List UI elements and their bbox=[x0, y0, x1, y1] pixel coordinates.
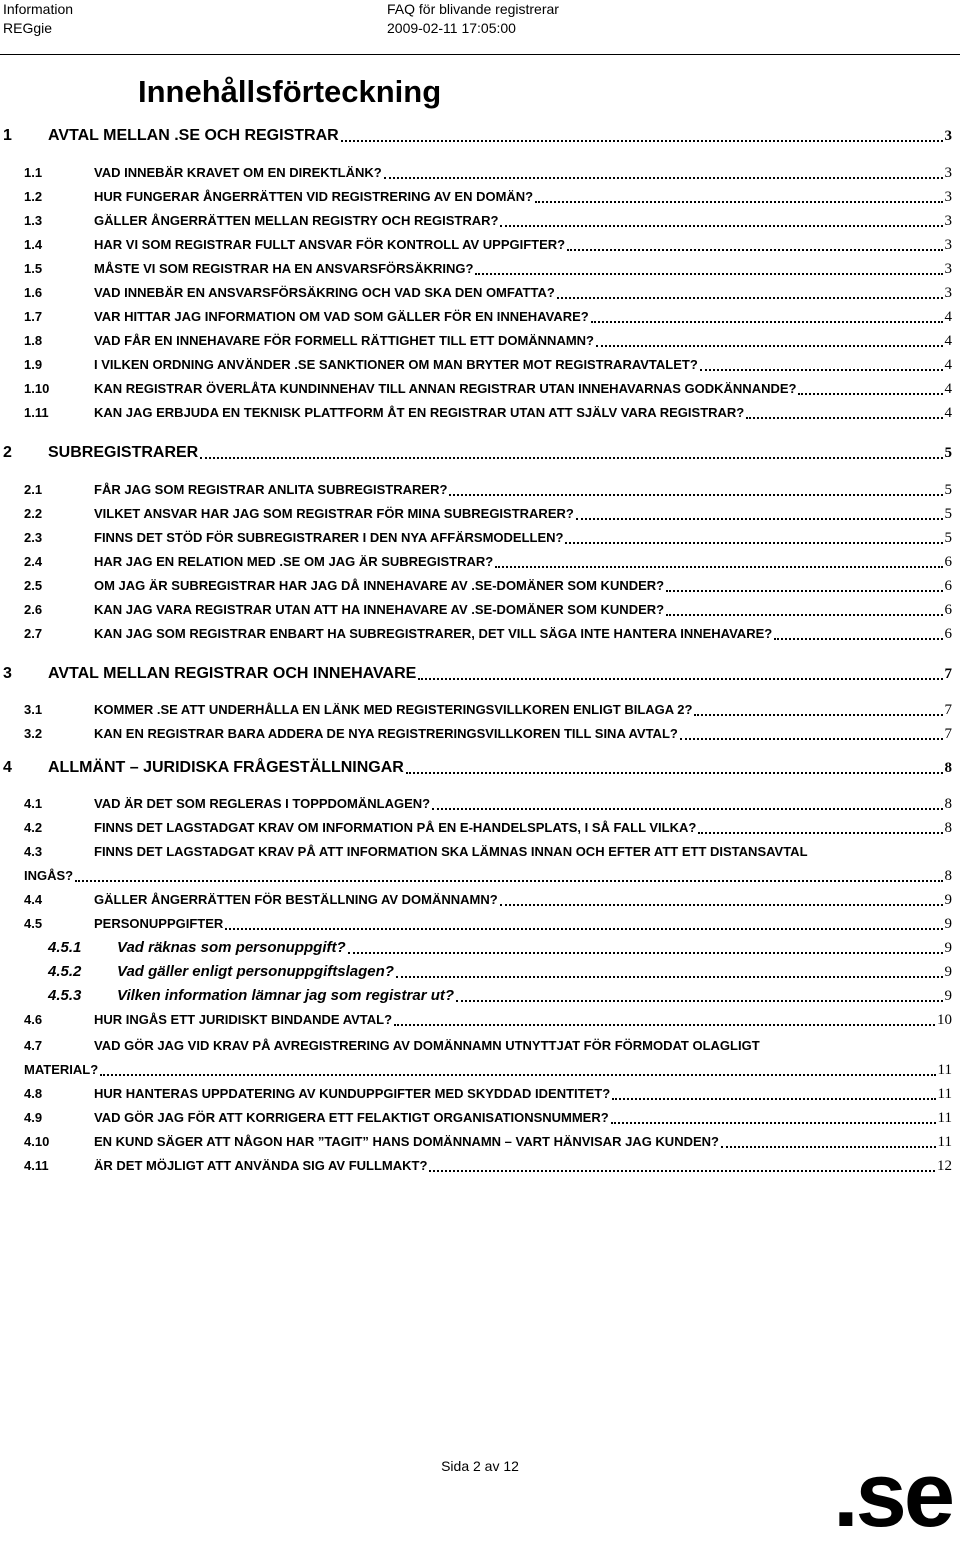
toc-entry-number: 1.2 bbox=[24, 189, 43, 204]
toc-entry-title: KOMMER .SE ATT UNDERHÅLLA EN LÄNK MED REGISTERINGSVILLKOREN ENLIGT BILAGA 2? bbox=[94, 702, 693, 717]
toc-leader-dots bbox=[432, 788, 942, 810]
toc-entry[interactable] bbox=[0, 757, 952, 779]
toc-entry-number: 1.4 bbox=[24, 237, 43, 252]
toc-leader-dots bbox=[565, 522, 942, 544]
toc-entry-number: 1 bbox=[3, 127, 12, 144]
toc-entry-page: 6 bbox=[944, 602, 952, 618]
toc-entry-page: 3 bbox=[944, 165, 952, 181]
header-timestamp: 2009-02-11 17:05:00 bbox=[387, 20, 516, 36]
toc-entry-title: VILKET ANSVAR HAR JAG SOM REGISTRAR FÖR MINA SUBREGISTRARER? bbox=[94, 506, 574, 521]
toc-entry-title: MÅSTE VI SOM REGISTRAR HA EN ANSVARSFÖRSÄKRING? bbox=[94, 261, 474, 276]
toc-entry-number: 4.6 bbox=[24, 1012, 43, 1027]
toc-leader-dots bbox=[798, 373, 942, 395]
toc-entry-number: 1.10 bbox=[24, 381, 50, 396]
toc-leader-dots bbox=[774, 618, 942, 640]
toc-entry-number: 2.5 bbox=[24, 578, 43, 593]
toc-leader-dots bbox=[475, 253, 942, 275]
toc-entry-number: 1.6 bbox=[24, 285, 43, 300]
toc-entry-title: KAN EN REGISTRAR BARA ADDERA DE NYA REGISTRERINGSVILLKOREN TILL SINA AVTAL? bbox=[94, 726, 678, 741]
toc-entry-page: 8 bbox=[944, 760, 952, 776]
toc-entry-number: 3.2 bbox=[24, 726, 43, 741]
toc-leader-dots bbox=[612, 1078, 935, 1100]
toc-leader-dots bbox=[535, 181, 942, 203]
toc-entry-title: FINNS DET STÖD FÖR SUBREGISTRARER I DEN NYA AFFÄRSMODELLEN? bbox=[94, 530, 564, 545]
toc-entry-title: SUBREGISTRARER bbox=[48, 444, 199, 461]
toc-leader-dots bbox=[698, 812, 942, 834]
toc-entry-title: HAR VI SOM REGISTRAR FULLT ANSVAR FÖR KONTROLL AV UPPGIFTER? bbox=[94, 237, 566, 252]
toc-entry-page: 10 bbox=[937, 1012, 952, 1028]
toc-entry[interactable] bbox=[0, 1155, 952, 1177]
toc-entry-title: EN KUND SÄGER ATT NÅGON HAR ”TAGIT” HANS DOMÄNNAMN – VART HÄNVISAR JAG KUNDEN? bbox=[94, 1134, 719, 1149]
toc-entry-title: KAN JAG ERBJUDA EN TEKNISK PLATTFORM ÅT EN REGISTRAR UTAN ATT SJÄLV VARA REGISTRAR? bbox=[94, 405, 745, 420]
toc-entry-page: 3 bbox=[944, 285, 952, 301]
toc-entry-page: 9 bbox=[944, 916, 952, 932]
toc-entry-title: VAD FÅR EN INNEHAVARE FÖR FORMELL RÄTTIGHET TILL ETT DOMÄNNAMN? bbox=[94, 333, 594, 348]
toc-entry-title: ALLMÄNT – JURIDISKA FRÅGESTÄLLNINGAR bbox=[48, 759, 404, 776]
toc-entry-number: 4.10 bbox=[24, 1134, 50, 1149]
toc-entry-number: 2.3 bbox=[24, 530, 43, 545]
toc-leader-dots bbox=[406, 752, 943, 774]
toc-entry[interactable] bbox=[0, 125, 952, 147]
toc-entry-number: 2 bbox=[3, 444, 12, 461]
toc-entry-page: 3 bbox=[944, 213, 952, 229]
page-header bbox=[0, 0, 960, 55]
toc-entry[interactable] bbox=[0, 723, 952, 745]
toc-entry-page: 11 bbox=[937, 1110, 952, 1126]
toc-leader-dots bbox=[418, 658, 942, 680]
toc-entry-page: 11 bbox=[937, 1062, 952, 1078]
toc-entry-number: 4.5 bbox=[24, 916, 43, 931]
toc-entry[interactable] bbox=[0, 402, 952, 424]
toc-leader-dots bbox=[456, 980, 942, 1002]
header-author: REGgie bbox=[3, 20, 53, 36]
toc-entry-title: OM JAG ÄR SUBREGISTRAR HAR JAG DÅ INNEHAVARE AV .SE-DOMÄNER SOM KUNDER? bbox=[94, 578, 665, 593]
toc-entry-title: HUR FUNGERAR ÅNGERRÄTTEN VID REGISTRERING AV EN DOMÄN? bbox=[94, 189, 534, 204]
toc-entry-number: 2.2 bbox=[24, 506, 43, 521]
toc-leader-dots bbox=[200, 437, 942, 459]
toc-entry[interactable] bbox=[0, 663, 952, 685]
toc-leader-dots bbox=[700, 349, 943, 371]
toc-entry-number: 2.4 bbox=[24, 554, 43, 569]
toc-entry-page: 6 bbox=[944, 626, 952, 642]
toc-entry-title: FINNS DET LAGSTADGAT KRAV OM INFORMATION PÅ EN E-HANDELSPLATS, I SÅ FALL VILKA? bbox=[94, 820, 697, 835]
toc-entry-page: 4 bbox=[944, 357, 952, 373]
toc-leader-dots bbox=[557, 277, 943, 299]
toc-entry-number: 1.11 bbox=[24, 405, 49, 420]
toc-leader-dots bbox=[666, 594, 942, 616]
toc-entry-title: VAD GÖR JAG FÖR ATT KORRIGERA ETT FELAKTIGT ORGANISATIONSNUMMER? bbox=[94, 1110, 609, 1125]
toc-entry-number: 3 bbox=[3, 665, 12, 682]
toc-entry-page: 9 bbox=[944, 892, 952, 908]
toc-entry-page: 12 bbox=[937, 1158, 952, 1174]
toc-entry-title-continued: MATERIAL? bbox=[24, 1062, 99, 1077]
toc-entry-page: 5 bbox=[944, 530, 952, 546]
toc-leader-dots bbox=[611, 1102, 936, 1124]
toc-leader-dots bbox=[384, 157, 943, 179]
toc-entry-title: PERSONUPPGIFTER bbox=[94, 916, 224, 931]
toc-entry-page: 8 bbox=[944, 820, 952, 836]
toc-entry-page: 5 bbox=[944, 506, 952, 522]
toc-entry-title: KAN JAG SOM REGISTRAR ENBART HA SUBREGISTRARER, DET VILL SÄGA INTE HANTERA INNEHAVARE? bbox=[94, 626, 773, 641]
toc-leader-dots bbox=[666, 570, 942, 592]
toc-entry-number: 3.1 bbox=[24, 702, 43, 717]
toc-entry-page: 9 bbox=[944, 988, 952, 1004]
toc-entry-number: 1.9 bbox=[24, 357, 43, 372]
toc-leader-dots bbox=[495, 546, 942, 568]
toc-entry-number: 2.1 bbox=[24, 482, 43, 497]
toc-leader-dots bbox=[449, 474, 942, 496]
toc-leader-dots bbox=[576, 498, 943, 520]
toc-leader-dots bbox=[500, 205, 942, 227]
toc-entry-number: 4.5.2 bbox=[48, 963, 82, 980]
toc-leader-dots bbox=[429, 1150, 935, 1172]
toc-entry-page: 4 bbox=[944, 381, 952, 397]
toc-leader-dots bbox=[721, 1126, 936, 1148]
toc-entry-title: HUR INGÅS ETT JURIDISKT BINDANDE AVTAL? bbox=[94, 1012, 393, 1027]
toc-entry-title: GÄLLER ÅNGERRÄTTEN FÖR BESTÄLLNING AV DOMÄNNAMN? bbox=[94, 892, 498, 907]
toc-entry-number: 4.3 bbox=[24, 844, 43, 859]
toc-entry-page: 7 bbox=[944, 666, 952, 682]
toc-entry-page: 3 bbox=[944, 189, 952, 205]
toc-entry-page: 3 bbox=[944, 261, 952, 277]
toc-entry-page: 8 bbox=[944, 868, 952, 884]
toc-entry-number: 1.3 bbox=[24, 213, 43, 228]
toc-entry-page: 7 bbox=[944, 702, 952, 718]
toc-entry-number: 2.6 bbox=[24, 602, 43, 617]
toc-entry[interactable] bbox=[0, 817, 952, 839]
toc-entry-title: Vad gäller enligt personuppgiftslagen? bbox=[117, 963, 394, 980]
toc-entry-number: 4.7 bbox=[24, 1038, 43, 1053]
toc-entry-title: GÄLLER ÅNGERRÄTTEN MELLAN REGISTRY OCH REGISTRAR? bbox=[94, 213, 499, 228]
toc-entry-title: Vad räknas som personuppgift? bbox=[117, 939, 346, 956]
toc-leader-dots bbox=[567, 229, 942, 251]
toc-entry-page: 9 bbox=[944, 964, 952, 980]
toc-entry-title: AVTAL MELLAN REGISTRAR OCH INNEHAVARE bbox=[48, 665, 417, 682]
page-number: Sida 2 av 12 bbox=[441, 1458, 519, 1474]
toc-entry-title: VAD ÄR DET SOM REGLERAS I TOPPDOMÄNLAGEN? bbox=[94, 796, 431, 811]
toc-entry-title: KAN JAG VARA REGISTRAR UTAN ATT HA INNEHAVARE AV .SE-DOMÄNER SOM KUNDER? bbox=[94, 602, 665, 617]
toc-entry-number: 1.1 bbox=[24, 165, 43, 180]
toc-leader-dots bbox=[396, 956, 943, 978]
toc-leader-dots bbox=[746, 397, 942, 419]
toc-entry-number: 1.5 bbox=[24, 261, 43, 276]
toc-leader-dots bbox=[348, 932, 943, 954]
toc-entry[interactable] bbox=[0, 442, 952, 464]
toc-entry-number: 1.8 bbox=[24, 333, 43, 348]
header-info-label: Information bbox=[3, 1, 74, 17]
toc-entry-number: 4.1 bbox=[24, 796, 43, 811]
toc-leader-dots bbox=[694, 694, 942, 716]
toc-entry-title: VAR HITTAR JAG INFORMATION OM VAD SOM GÄLLER FÖR EN INNEHAVARE? bbox=[94, 309, 589, 324]
toc-entry-number: 4.4 bbox=[24, 892, 43, 907]
toc-entry-page: 5 bbox=[944, 445, 952, 461]
toc-entry-number: 4.9 bbox=[24, 1110, 43, 1125]
header-doc-title: FAQ för blivande registrerar bbox=[387, 1, 559, 17]
toc-leader-dots bbox=[341, 120, 943, 142]
toc-entry-page: 11 bbox=[937, 1134, 952, 1150]
toc-entry-page: 5 bbox=[944, 482, 952, 498]
toc-entry-page: 9 bbox=[944, 940, 952, 956]
toc-entry-number: 1.7 bbox=[24, 309, 43, 324]
se-logo: .se bbox=[833, 1444, 952, 1546]
toc-entry-page: 4 bbox=[944, 309, 952, 325]
toc-entry-title: Vilken information lämnar jag som registrar ut? bbox=[117, 987, 455, 1004]
toc-entry-page: 4 bbox=[944, 405, 952, 421]
toc-entry-page: 3 bbox=[944, 128, 952, 144]
toc-entry-title: AVTAL MELLAN .SE OCH REGISTRAR bbox=[48, 127, 339, 144]
toc-leader-dots bbox=[394, 1004, 935, 1026]
toc-entry-page: 7 bbox=[944, 726, 952, 742]
toc-entry-page: 6 bbox=[944, 554, 952, 570]
toc-entry-title: I VILKEN ORDNING ANVÄNDER .SE SANKTIONER OM MAN BRYTER MOT REGISTRARAVTALET? bbox=[94, 357, 698, 372]
toc-entry-page: 8 bbox=[944, 796, 952, 812]
toc-entry-title-continued: INGÅS? bbox=[24, 868, 74, 883]
toc-entry[interactable] bbox=[0, 623, 952, 645]
toc-title: Innehållsförteckning bbox=[138, 74, 442, 109]
toc-entry-page: 11 bbox=[937, 1086, 952, 1102]
toc-entry-title: FÅR JAG SOM REGISTRAR ANLITA SUBREGISTRARER? bbox=[94, 482, 448, 497]
toc-entry-title: ÄR DET MÖJLIGT ATT ANVÄNDA SIG AV FULLMAKT? bbox=[94, 1158, 428, 1173]
toc-entry-title: VAD INNEBÄR EN ANSVARSFÖRSÄKRING OCH VAD SKA DEN OMFATTA? bbox=[94, 285, 555, 300]
toc-entry-title: HUR HANTERAS UPPDATERING AV KUNDUPPGIFTER MED SKYDDAD IDENTITET? bbox=[94, 1086, 611, 1101]
toc-entry-number: 4.8 bbox=[24, 1086, 43, 1101]
toc-entry-number: 4.2 bbox=[24, 820, 43, 835]
toc-leader-dots bbox=[591, 301, 943, 323]
toc-entry-number: 4 bbox=[3, 759, 12, 776]
toc-entry-title: VAD GÖR JAG VID KRAV PÅ AVREGISTRERING AV DOMÄNNAMN UTNYTTJAT FÖR FÖRMODAT OLAGLIGT bbox=[94, 1038, 760, 1053]
toc-entry[interactable] bbox=[0, 1009, 952, 1031]
toc-leader-dots bbox=[596, 325, 943, 347]
toc-leader-dots bbox=[100, 1054, 935, 1076]
toc-leader-dots bbox=[680, 718, 943, 740]
toc-entry-number: 4.5.3 bbox=[48, 987, 82, 1004]
toc-leader-dots bbox=[75, 860, 942, 882]
toc-entry-title: HAR JAG EN RELATION MED .SE OM JAG ÄR SUBREGISTRAR? bbox=[94, 554, 494, 569]
toc-leader-dots bbox=[225, 908, 942, 930]
toc-entry-title: FINNS DET LAGSTADGAT KRAV PÅ ATT INFORMATION SKA LÄMNAS INNAN OCH EFTER ATT ETT DISTANSAVTAL bbox=[94, 844, 808, 859]
toc-entry-page: 6 bbox=[944, 578, 952, 594]
toc-entry-title: VAD INNEBÄR KRAVET OM EN DIREKTLÄNK? bbox=[94, 165, 382, 180]
toc-entry-page: 4 bbox=[944, 333, 952, 349]
toc-entry-title: KAN REGISTRAR ÖVERLÅTA KUNDINNEHAV TILL ANNAN REGISTRAR UTAN INNEHAVARNAS GODKÄNNANDE? bbox=[94, 381, 797, 396]
toc-entry-page: 3 bbox=[944, 237, 952, 253]
toc-entry-number: 4.11 bbox=[24, 1158, 49, 1173]
toc-entry-number: 4.5.1 bbox=[48, 939, 82, 956]
toc-leader-dots bbox=[500, 884, 943, 906]
toc-entry-number: 2.7 bbox=[24, 626, 43, 641]
